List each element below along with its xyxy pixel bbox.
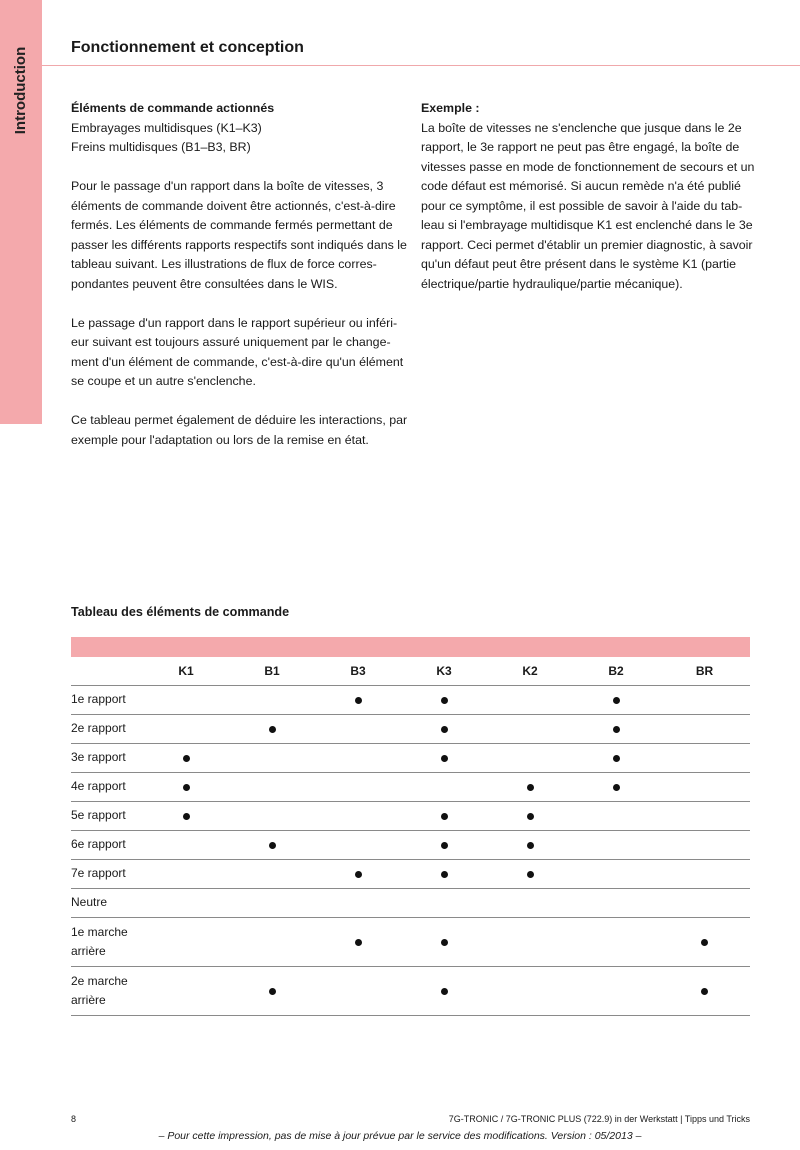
cell-k2 <box>487 889 573 918</box>
row-label-line: arrière <box>71 944 106 958</box>
cell-br <box>659 715 750 744</box>
cell-b1 <box>229 773 315 802</box>
cell-k1 <box>143 918 229 967</box>
cell-k1 <box>143 773 229 802</box>
side-tab-label-wrap <box>4 40 38 140</box>
cell-k3 <box>401 860 487 889</box>
cell-b1 <box>229 802 315 831</box>
cell-b1 <box>229 967 315 1016</box>
table-row <box>71 773 750 802</box>
footer-publication: 7G-TRONIC / 7G-TRONIC PLUS (722.9) in der Werkstatt | Tipps und Tricks <box>448 1114 750 1124</box>
engaged-dot <box>441 755 448 762</box>
left-line: Freins multidisques (B1–B3, BR) <box>71 140 251 154</box>
page-title: Fonctionnement et conception <box>71 39 304 56</box>
table-row <box>71 831 750 860</box>
cell-b2 <box>573 744 659 773</box>
engaged-dot <box>527 871 534 878</box>
cell-k1 <box>143 860 229 889</box>
cell-k1 <box>143 744 229 773</box>
cell-br <box>659 802 750 831</box>
cell-br <box>659 889 750 918</box>
cell-b3 <box>315 967 401 1016</box>
cell-br <box>659 831 750 860</box>
cell-b3 <box>315 773 401 802</box>
table-header-band <box>71 637 750 657</box>
engaged-dot <box>527 842 534 849</box>
cell-b3 <box>315 889 401 918</box>
cell-b2 <box>573 715 659 744</box>
cell-br <box>659 860 750 889</box>
row-label: 3e rapport <box>71 744 143 773</box>
engaged-dot <box>441 697 448 704</box>
cell-b2 <box>573 773 659 802</box>
row-label: 4e rapport <box>71 773 143 802</box>
cell-k3 <box>401 918 487 967</box>
cell-br <box>659 918 750 967</box>
right-column <box>421 99 761 294</box>
cell-b2 <box>573 918 659 967</box>
cell-k3 <box>401 773 487 802</box>
cell-b1 <box>229 744 315 773</box>
cell-br <box>659 773 750 802</box>
row-label-line: 2e marche <box>71 973 128 988</box>
cell-b3 <box>315 715 401 744</box>
cell-b3 <box>315 918 401 967</box>
cell-b3 <box>315 860 401 889</box>
row-label: 2e rapport <box>71 715 143 744</box>
left-line: Embrayages multidisques (K1–K3) <box>71 120 262 135</box>
row-label: 7e rapport <box>71 860 143 889</box>
control-elements-table <box>71 657 750 1016</box>
left-column <box>71 99 411 450</box>
column-header-b2: B2 <box>573 657 659 686</box>
column-header-k3: K3 <box>401 657 487 686</box>
cell-br <box>659 744 750 773</box>
cell-k2 <box>487 918 573 967</box>
cell-k2 <box>487 744 573 773</box>
cell-br <box>659 686 750 715</box>
engaged-dot <box>441 988 448 995</box>
cell-k2 <box>487 831 573 860</box>
engaged-dot <box>613 726 620 733</box>
cell-k3 <box>401 889 487 918</box>
engaged-dot <box>613 755 620 762</box>
engaged-dot <box>527 813 534 820</box>
row-label: 5e rapport <box>71 802 143 831</box>
cell-b3 <box>315 744 401 773</box>
engaged-dot <box>441 726 448 733</box>
table-header-row <box>71 657 750 686</box>
table-row <box>71 918 750 967</box>
left-paragraph: Ce tableau permet également de déduire les interactions, par exemple pour l'adaptation ou lors de la remise en état. <box>71 413 408 447</box>
cell-b3 <box>315 686 401 715</box>
cell-b1 <box>229 918 315 967</box>
cell-b1 <box>229 686 315 715</box>
engaged-dot <box>441 813 448 820</box>
page-number: 8 <box>71 1114 77 1124</box>
engaged-dot <box>183 813 190 820</box>
engaged-dot <box>183 755 190 762</box>
cell-k1 <box>143 831 229 860</box>
engaged-dot <box>269 842 276 849</box>
table-title: Tableau des éléments de commande <box>71 605 290 619</box>
table-row <box>71 967 750 1016</box>
column-header-b3: B3 <box>315 657 401 686</box>
cell-br <box>659 967 750 1016</box>
cell-k1 <box>143 802 229 831</box>
left-heading: Éléments de commande actionnés <box>71 101 275 115</box>
engaged-dot <box>355 871 362 878</box>
row-label <box>71 967 143 1016</box>
engaged-dot <box>355 939 362 946</box>
left-paragraph: Pour le passage d'un rapport dans la boîte de vitesses, 3 éléments de commande doivent être actionnés, c'est-à-dire fermés. Les éléments de commande fermés permettant de passer les différents rapports respectifs sont indiqués dans le tableau suivant. Les illustrations de flux de force corres-pondantes peuvent être consultées dans le WIS. <box>71 179 407 291</box>
cell-b1 <box>229 715 315 744</box>
table-row <box>71 860 750 889</box>
engaged-dot <box>527 784 534 791</box>
engaged-dot <box>183 784 190 791</box>
row-label-line: arrière <box>71 993 106 1007</box>
cell-b2 <box>573 831 659 860</box>
row-label: 6e rapport <box>71 831 143 860</box>
table-row <box>71 889 750 918</box>
column-header-k2: K2 <box>487 657 573 686</box>
left-paragraph: Le passage d'un rapport dans le rapport supérieur ou inféri-eur suivant est toujours assuré uniquement par le change-ment d'un élément de commande, c'est-à-dire qu'un élément se coupe et un autre s'enclenche. <box>71 315 404 388</box>
row-label: 1e rapport <box>71 686 143 715</box>
cell-k1 <box>143 715 229 744</box>
engaged-dot <box>613 697 620 704</box>
cell-b2 <box>573 889 659 918</box>
cell-b2 <box>573 686 659 715</box>
side-tab-label: Introduction <box>12 46 30 134</box>
engaged-dot <box>269 988 276 995</box>
cell-k2 <box>487 773 573 802</box>
cell-b1 <box>229 860 315 889</box>
cell-k3 <box>401 715 487 744</box>
table-corner-cell <box>71 657 143 686</box>
example-heading: Exemple : <box>421 101 480 115</box>
example-paragraph: La boîte de vitesses ne s'enclenche que jusque dans le 2e rapport, le 3e rapport ne peut pas être engagé, la boîte de vitesses passe en mode de fonctionnement de secours et un code défaut est mémorisé. Si aucun remède n'a été publié pour ce symptôme, il est possible de savoir à l'aide du tab-leau si l'embrayage multidisque K1 est enclenché dans le 3e rapport. Ceci permet d'établir un premier diagnostic, à savoir qu'un défaut peut être présent dans le système K1 (partie électrique/partie hydraulique/partie mécanique). <box>421 120 755 291</box>
engaged-dot <box>441 871 448 878</box>
engaged-dot <box>701 988 708 995</box>
column-header-b1: B1 <box>229 657 315 686</box>
cell-k3 <box>401 686 487 715</box>
table-row <box>71 686 750 715</box>
cell-k2 <box>487 802 573 831</box>
title-divider <box>42 65 800 66</box>
cell-k2 <box>487 860 573 889</box>
column-header-br: BR <box>659 657 750 686</box>
cell-k3 <box>401 831 487 860</box>
cell-k2 <box>487 686 573 715</box>
cell-k1 <box>143 686 229 715</box>
cell-b1 <box>229 889 315 918</box>
cell-k1 <box>143 889 229 918</box>
cell-b3 <box>315 831 401 860</box>
cell-b3 <box>315 802 401 831</box>
cell-k3 <box>401 967 487 1016</box>
cell-k1 <box>143 967 229 1016</box>
engaged-dot <box>269 726 276 733</box>
cell-b2 <box>573 802 659 831</box>
cell-b2 <box>573 967 659 1016</box>
footer-note: – Pour cette impression, pas de mise à jour prévue par le service des modifications. Version : 05/2013 – <box>158 1130 642 1142</box>
engaged-dot <box>355 697 362 704</box>
engaged-dot <box>701 939 708 946</box>
cell-k2 <box>487 967 573 1016</box>
engaged-dot <box>441 842 448 849</box>
column-header-k1: K1 <box>143 657 229 686</box>
engaged-dot <box>441 939 448 946</box>
cell-b2 <box>573 860 659 889</box>
row-label-line: 1e marche <box>71 924 128 939</box>
side-tab <box>0 0 42 424</box>
row-label <box>71 918 143 967</box>
table-row <box>71 802 750 831</box>
cell-k3 <box>401 802 487 831</box>
row-label: Neutre <box>71 889 143 918</box>
cell-k2 <box>487 715 573 744</box>
cell-b1 <box>229 831 315 860</box>
cell-k3 <box>401 744 487 773</box>
table-row <box>71 715 750 744</box>
engaged-dot <box>613 784 620 791</box>
table-row <box>71 744 750 773</box>
